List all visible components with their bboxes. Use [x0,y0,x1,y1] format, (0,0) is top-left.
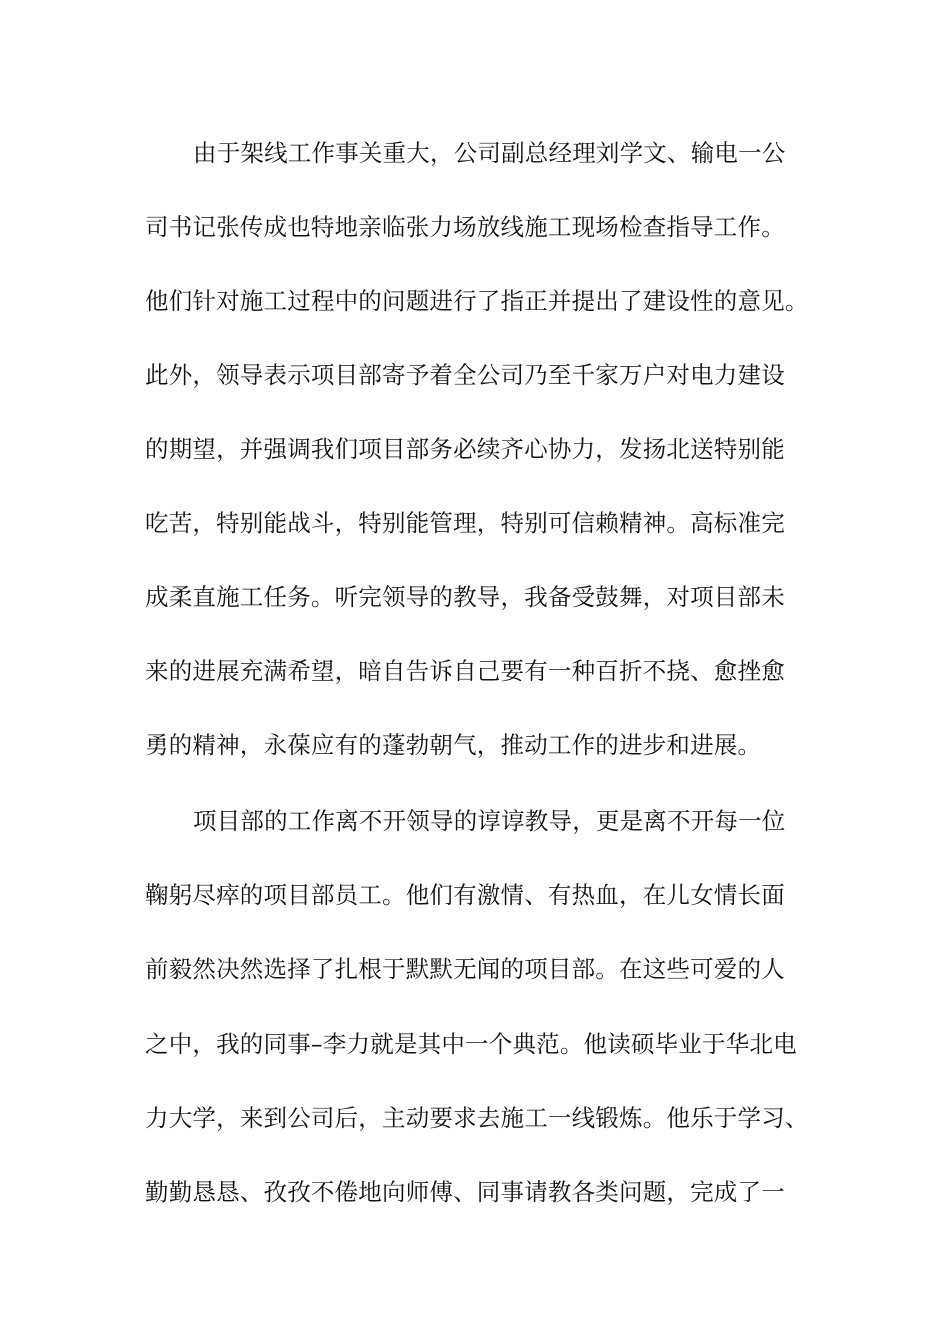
paragraph-2-line-4: 之中，我的同事–李力就是其中一个典范。他读硕毕业于华北电 [145,1030,797,1058]
paragraph-1-line-9: 勇的精神，永葆应有的蓬勃朝气，推动工作的进步和进展。 [145,731,762,759]
paragraph-1-line-6: 吃苦，特别能战斗，特别能管理，特别可信赖精神。高标准完 [145,509,785,537]
paragraph-1-line-7: 成柔直施工任务。听完领导的教导，我备受鼓舞，对项目部未 [145,583,785,611]
paragraph-1-line-5: 的期望，并强调我们项目部务必续齐心协力，发扬北送特别能 [145,435,785,463]
paragraph-2-line-5: 力大学，来到公司后，主动要求去施工一线锻炼。他乐于学习、 [145,1104,809,1132]
paragraph-2-line-3: 前毅然决然选择了扎根于默默无闻的项目部。在这些可爱的人 [145,955,785,983]
paragraph-1-line-4: 此外，领导表示项目部寄予着全公司乃至千家万户对电力建设 [145,361,785,389]
paragraph-1-line-8: 来的进展充满希望，暗自告诉自己要有一种百折不挠、愈挫愈 [145,657,785,685]
paragraph-2-line-6: 勤勤恳恳、孜孜不倦地向师傅、同事请教各类问题，完成了一 [145,1178,785,1206]
paragraph-1-line-2: 司书记张传成也特地亲临张力场放线施工现场检查指导工作。 [145,213,785,241]
paragraph-1-line-3: 他们针对施工过程中的问题进行了指正并提出了建设性的意见。 [145,287,809,315]
paragraph-1-line-1: 由于架线工作事关重大，公司副总经理刘学文、输电一公 [193,139,786,167]
paragraph-2-line-2: 鞠躬尽瘁的项目部员工。他们有激情、有热血，在儿女情长面 [145,881,785,909]
paragraph-2-line-1: 项目部的工作离不开领导的谆谆教导，更是离不开每一位 [193,807,786,835]
